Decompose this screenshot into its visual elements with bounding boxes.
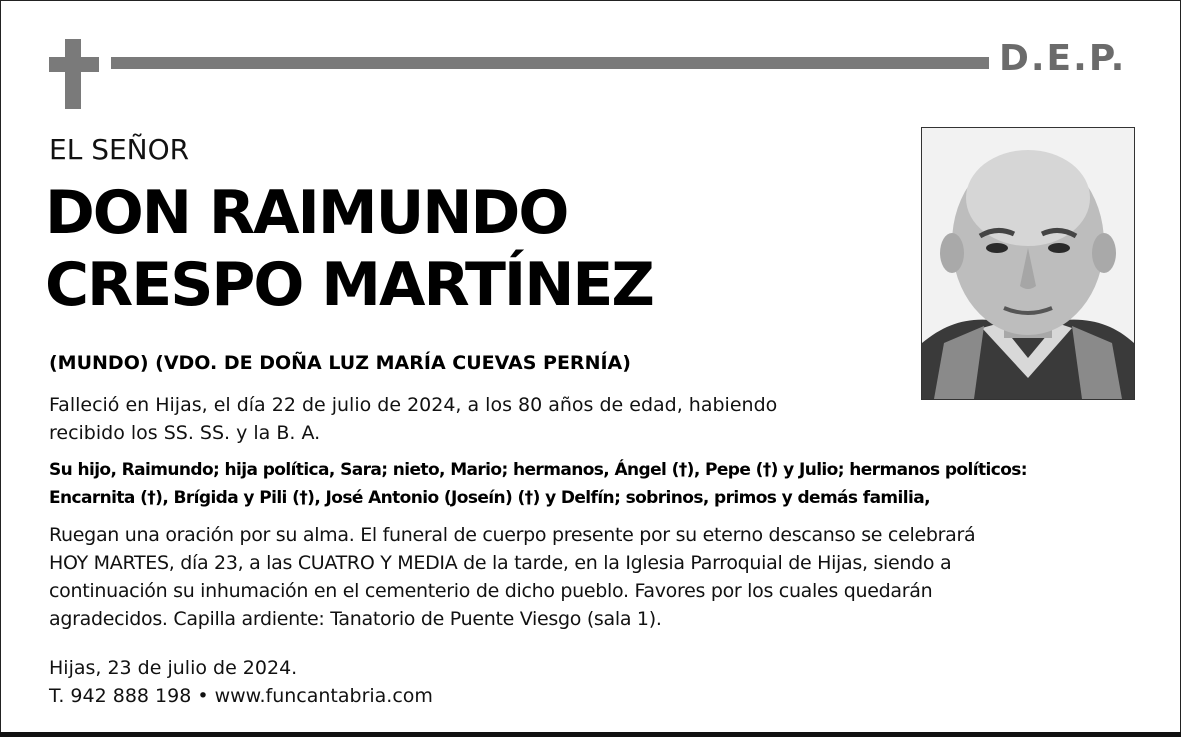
- family-line: Su hijo, Raimundo; hija política, Sara; nieto, Mario; hermanos, Ángel (†), Pepe (†) y Julio; hermanos políticos:: [49, 460, 1027, 480]
- title-prefix: EL SEÑOR: [49, 133, 190, 166]
- header-rule: [111, 57, 989, 69]
- place-date: Hijas, 23 de julio de 2024.: [49, 657, 298, 679]
- funeral-line: continuación su inhumación en el cementerio de dicho pueblo. Favores por los cuales quedarán: [49, 580, 933, 602]
- family-line: Encarnita (†), Brígida y Pili (†), José Antonio (Joseín) (†) y Delfín; sobrinos, primos y demás familia,: [49, 488, 930, 508]
- funeral-line: Ruegan una oración por su alma. El funeral de cuerpo presente por su eterno descanso se celebrará: [49, 524, 976, 546]
- funeral-line: HOY MARTES, día 23, a las CUATRO Y MEDIA de la tarde, en la Iglesia Parroquial de Hijas, siendo a: [49, 552, 952, 574]
- death-notice: [49, 391, 849, 447]
- family-list: [49, 456, 1159, 512]
- dep-label: D.E.P.: [999, 38, 1127, 79]
- portrait-photo: [921, 127, 1135, 400]
- funeral-details: [49, 521, 1119, 633]
- deceased-name: [45, 177, 653, 321]
- death-notice-line: recibido los SS. SS. y la B. A.: [49, 422, 321, 444]
- bottom-rule: [0, 732, 1181, 737]
- name-line-2: CRESPO MARTÍNEZ: [45, 250, 653, 320]
- contact-info: T. 942 888 198 • www.funcantabria.com: [49, 685, 433, 707]
- death-notice-line: Falleció en Hijas, el día 22 de julio de 2024, a los 80 años de edad, habiendo: [49, 394, 778, 416]
- nickname-widow-note: (MUNDO) (VDO. DE DOÑA LUZ MARÍA CUEVAS PERNÍA): [49, 352, 631, 374]
- cross-horizontal-bar: [49, 57, 99, 72]
- cross-vertical-bar: [65, 39, 81, 109]
- name-line-1: DON RAIMUNDO: [45, 178, 568, 248]
- funeral-line: agradecidos. Capilla ardiente: Tanatorio de Puente Viesgo (sala 1).: [49, 608, 662, 630]
- footer: [49, 654, 433, 710]
